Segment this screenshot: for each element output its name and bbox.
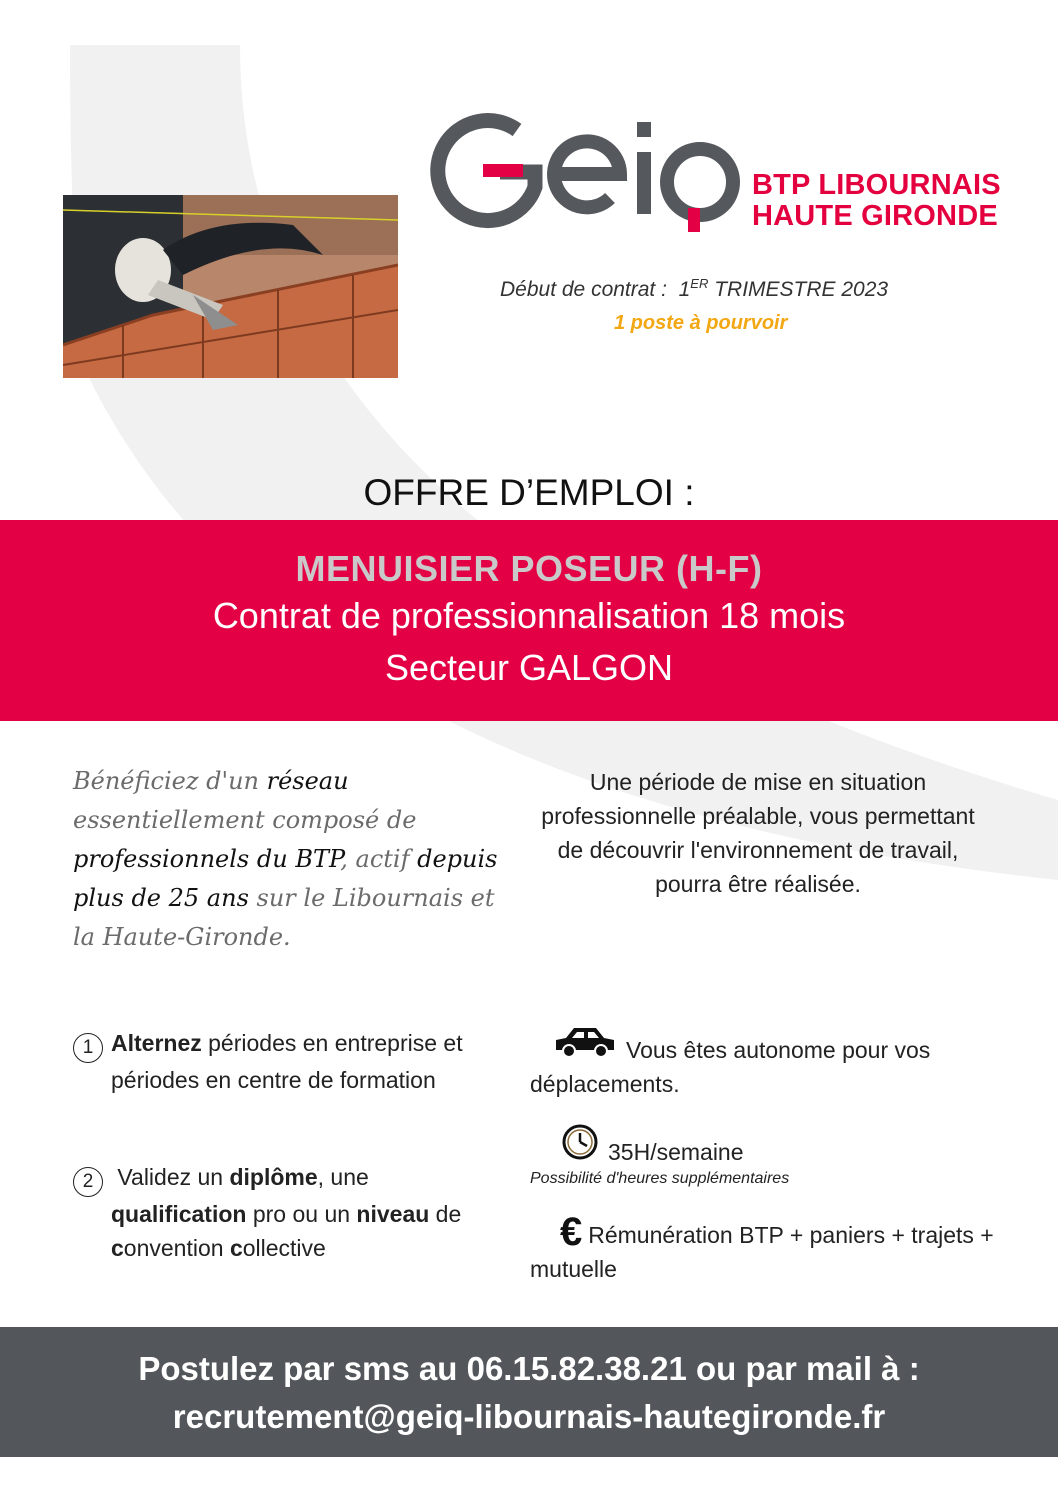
apply-email[interactable]: recrutement@geiq-libournais-hautegironde.fr xyxy=(172,1398,886,1435)
contract-start: Début de contrat : 1ER TRIMESTRE 2023 xyxy=(500,276,889,301)
step-diplome: 2 Validez un diplôme, une qualification pro ou un niveau de convention collective xyxy=(73,1160,523,1265)
sector: Secteur GALGON xyxy=(384,647,674,688)
job-title: MENUISIER POSEUR (H-F) xyxy=(295,548,763,589)
step-number-1: 1 xyxy=(73,1033,103,1063)
bricklayer-photo xyxy=(63,195,398,378)
job-band xyxy=(0,520,1058,721)
step-alternance: 1 Alternez périodes en entreprise et périodes en centre de formation xyxy=(73,1026,523,1097)
geiq-logo xyxy=(425,112,1025,242)
mise-en-situation: Une période de mise en situation professionnelle préalable, vous permettant de découvrir l'environnement de travail, pourra être réalisée. xyxy=(541,769,975,897)
feature-hours: 35H/semaine Possibilité d'heures supplémentaires xyxy=(530,1124,1000,1189)
step-number-2: 2 xyxy=(73,1167,103,1197)
feature-pay: € Rémunération BTP + paniers + trajets + mutuelle xyxy=(530,1210,994,1282)
euro-icon: € xyxy=(560,1210,583,1254)
apply-footer xyxy=(0,1327,1058,1457)
apply-sms-line: Postulez par sms au 06.15.82.38.21 ou par mail à : xyxy=(138,1350,920,1387)
clock-icon xyxy=(562,1124,598,1169)
contract-type: Contrat de professionnalisation 18 mois xyxy=(212,595,846,636)
logo-line1: BTP LIBOURNAIS xyxy=(752,169,1001,201)
positions-available: 1 poste à pourvoir xyxy=(614,312,788,334)
feature-autonomy: Vous êtes autonome pour vos déplacements. xyxy=(530,1024,1000,1101)
car-icon xyxy=(552,1024,618,1067)
offer-heading: OFFRE D’EMPLOI : xyxy=(363,472,695,513)
network-paragraph: Bénéficiez d'un réseau essentiellement composé de professionnels du BTP, actif depuis plus de 25 ans sur le Libournais et la Haute-Gironde. xyxy=(73,767,498,951)
logo-line2: HAUTE GIRONDE xyxy=(752,200,998,232)
overtime-note: Possibilité d'heures supplémentaires xyxy=(530,1170,790,1187)
geiq-wordmark xyxy=(425,112,745,237)
